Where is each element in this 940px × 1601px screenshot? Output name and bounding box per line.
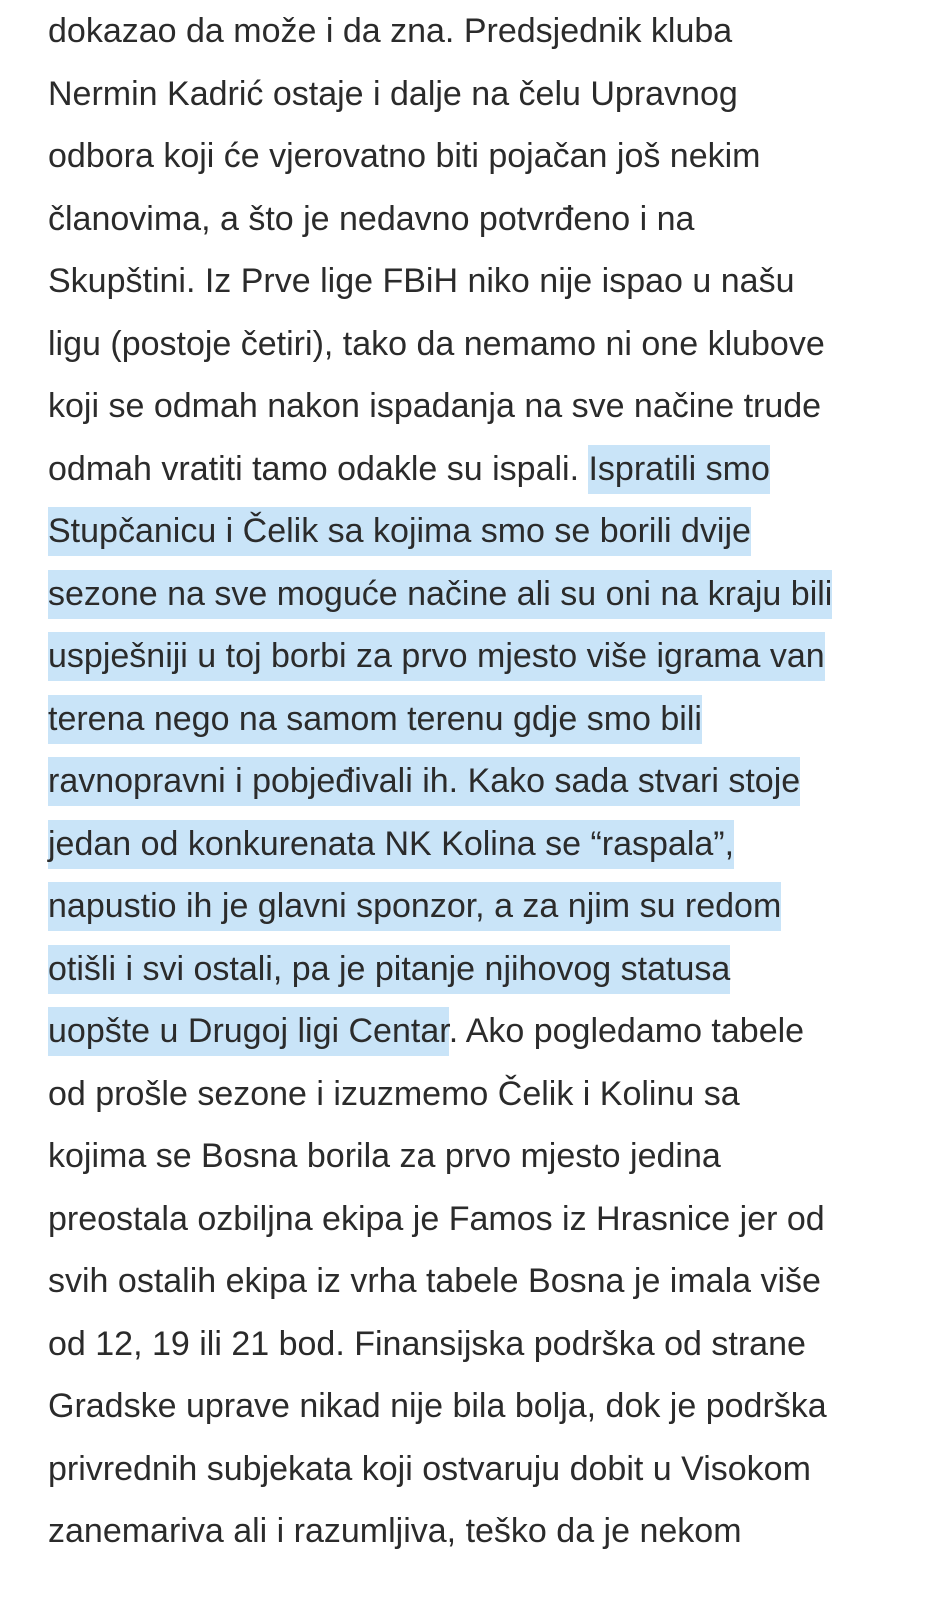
highlighted-selection[interactable]: Stupčanicu i Čelik sa kojima smo se borili dvije [48, 507, 751, 556]
article-line [48, 1063, 928, 1126]
article-line [48, 63, 928, 126]
text-segment: od prošle sezone i izuzmemo Čelik i Kolinu sa [48, 1074, 740, 1113]
highlighted-selection[interactable]: otišli i svi ostali, pa je pitanje njihovog statusa [48, 945, 730, 994]
article-line [48, 1125, 928, 1188]
article-line [48, 750, 928, 813]
text-segment: zanemariva ali i razumljiva, teško da je nekom [48, 1512, 742, 1550]
article-line [48, 875, 928, 938]
article-line [48, 0, 928, 63]
text-segment: . Ako pogledamo tabele [448, 1012, 805, 1050]
article-line [48, 313, 928, 376]
article-line [48, 688, 928, 751]
article-line [48, 938, 928, 1001]
article-line [48, 1313, 928, 1376]
article-line [48, 500, 928, 563]
article-line [48, 250, 928, 313]
highlighted-selection[interactable]: Ispratili smo [588, 445, 769, 494]
article-line [48, 1250, 928, 1313]
highlighted-selection[interactable]: jedan od konkurenata NK Kolina se “raspala”, [48, 820, 734, 869]
article-line [48, 563, 928, 626]
highlighted-selection[interactable]: uopšte u Drugoj ligi Centar [48, 1007, 449, 1056]
text-segment: privrednih subjekata koji ostvaruju dobit u Visokom [48, 1449, 811, 1488]
text-segment: Nermin Kadrić ostaje i dalje na čelu Upravnog [48, 74, 738, 113]
article-line [48, 625, 928, 688]
article-line [48, 813, 928, 876]
article-line [48, 1000, 928, 1063]
article-line [48, 1500, 928, 1563]
highlighted-selection[interactable]: terena nego na samom terenu gdje smo bili [48, 695, 702, 744]
article-body [48, 0, 928, 1563]
article-line [48, 1375, 928, 1438]
text-segment: Skupštini. Iz Prve lige FBiH niko nije ispao u našu [48, 262, 795, 300]
text-segment: Gradske uprave nikad nije bila bolja, dok je podrška [48, 1387, 827, 1425]
article-line [48, 375, 928, 438]
article-line [48, 1438, 928, 1501]
article-line [48, 125, 928, 188]
highlighted-selection[interactable]: napustio ih je glavni sponzor, a za njim su redom [48, 882, 781, 931]
text-segment: kojima se Bosna borila za prvo mjesto jedina [48, 1137, 721, 1175]
text-segment: dokazao da može i da zna. Predsjednik kluba [48, 12, 733, 50]
text-segment: članovima, a što je nedavno potvrđeno i na [48, 199, 695, 238]
article-line [48, 438, 928, 501]
highlighted-selection[interactable]: sezone na sve moguće načine ali su oni na kraju bili [48, 570, 832, 619]
text-segment: odbora koji će vjerovatno biti pojačan još nekim [48, 137, 761, 175]
text-segment: svih ostalih ekipa iz vrha tabele Bosna je imala više [48, 1262, 821, 1300]
text-segment: odmah vratiti tamo odakle su ispali. [48, 449, 589, 488]
article-line [48, 188, 928, 251]
highlighted-selection[interactable]: ravnopravni i pobjeđivali ih. Kako sada stvari stoje [48, 757, 800, 806]
highlighted-selection[interactable]: uspješniji u toj borbi za prvo mjesto više igrama van [48, 632, 825, 681]
article-line [48, 1188, 928, 1251]
text-segment: ligu (postoje četiri), tako da nemamo ni one klubove [48, 324, 825, 363]
text-segment: od 12, 19 ili 21 bod. Finansijska podrška od strane [48, 1324, 806, 1363]
text-segment: preostala ozbiljna ekipa je Famos iz Hrasnice jer od [48, 1199, 825, 1238]
text-segment: koji se odmah nakon ispadanja na sve načine trude [48, 387, 822, 425]
